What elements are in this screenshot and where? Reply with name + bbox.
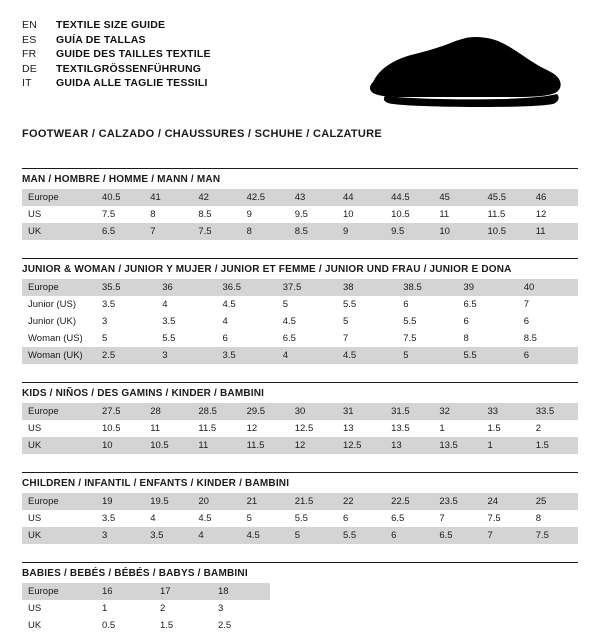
size-row-label: Junior (US) <box>22 296 96 313</box>
table-row <box>22 420 578 437</box>
size-cell: 10 <box>433 223 481 240</box>
size-cell: 5.5 <box>397 313 457 330</box>
size-cell: 27.5 <box>96 403 144 420</box>
size-cell: 19.5 <box>144 493 192 510</box>
size-cell: 33.5 <box>530 403 578 420</box>
size-cell: 21 <box>241 493 289 510</box>
size-cell: 36.5 <box>217 279 277 296</box>
language-code: ES <box>22 33 37 46</box>
size-row-label: Europe <box>22 403 96 420</box>
size-cell: 11 <box>530 223 578 240</box>
size-cell: 4 <box>144 510 192 527</box>
size-cell: 7.5 <box>397 330 457 347</box>
size-cell: 3.5 <box>217 347 277 364</box>
size-cell: 1 <box>96 600 154 617</box>
size-cell: 3 <box>96 313 156 330</box>
size-cell: 10.5 <box>144 437 192 454</box>
size-cell: 8 <box>144 206 192 223</box>
size-table <box>22 493 578 544</box>
table-row <box>22 206 578 223</box>
size-cell: 13.5 <box>385 420 433 437</box>
size-cell: 5 <box>277 296 337 313</box>
size-cell: 3.5 <box>144 527 192 544</box>
size-table <box>22 583 270 634</box>
size-cell: 5 <box>241 510 289 527</box>
size-cell: 31.5 <box>385 403 433 420</box>
language-title: GUIDA ALLE TAGLIE TESSILI <box>56 77 208 89</box>
language-row <box>22 33 211 48</box>
size-cell: 45 <box>433 189 481 206</box>
size-cell: 41 <box>144 189 192 206</box>
size-cell: 6 <box>385 527 433 544</box>
category-heading: FOOTWEAR / CALZADO / CHAUSSURES / SCHUHE / CALZATURE <box>22 128 383 140</box>
size-cell: 6.5 <box>277 330 337 347</box>
size-cell: 6 <box>518 313 578 330</box>
size-cell: 6 <box>217 330 277 347</box>
size-row-label: UK <box>22 527 96 544</box>
size-cell: 2 <box>530 420 578 437</box>
size-cell: 11.5 <box>192 420 240 437</box>
size-cell: 12 <box>530 206 578 223</box>
size-cell: 5 <box>337 313 397 330</box>
size-cell: 7 <box>433 510 481 527</box>
table-row <box>22 403 578 420</box>
table-row <box>22 189 578 206</box>
size-row-label: Europe <box>22 493 96 510</box>
table-row <box>22 279 578 296</box>
table-row <box>22 583 270 600</box>
size-cell: 20 <box>192 493 240 510</box>
size-cell: 12 <box>289 437 337 454</box>
size-cell: 10.5 <box>96 420 144 437</box>
size-section <box>22 562 578 634</box>
size-cell: 31 <box>337 403 385 420</box>
size-row-label: Europe <box>22 189 96 206</box>
size-section <box>22 258 578 364</box>
size-cell: 39 <box>458 279 518 296</box>
table-row <box>22 313 578 330</box>
size-cell: 13 <box>385 437 433 454</box>
size-cell: 45.5 <box>482 189 530 206</box>
size-cell: 23.5 <box>433 493 481 510</box>
size-cell: 7 <box>482 527 530 544</box>
language-row <box>22 18 211 33</box>
size-cell: 6.5 <box>458 296 518 313</box>
size-cell: 3.5 <box>156 313 216 330</box>
size-cell: 2.5 <box>212 617 270 634</box>
size-section <box>22 472 578 544</box>
size-cell: 1 <box>433 420 481 437</box>
size-cell: 32 <box>433 403 481 420</box>
table-row <box>22 330 578 347</box>
size-cell: 10 <box>96 437 144 454</box>
size-cell: 6.5 <box>385 510 433 527</box>
size-cell: 5 <box>397 347 457 364</box>
size-cell: 46 <box>530 189 578 206</box>
size-cell: 1.5 <box>530 437 578 454</box>
size-section <box>22 382 578 454</box>
size-table <box>22 403 578 454</box>
dress-shoe-icon <box>364 32 564 112</box>
size-cell: 6.5 <box>433 527 481 544</box>
size-cell: 5 <box>289 527 337 544</box>
size-cell: 3.5 <box>96 296 156 313</box>
size-cell: 29.5 <box>241 403 289 420</box>
size-cell: 42 <box>192 189 240 206</box>
language-title: GUIDE DES TAILLES TEXTILE <box>56 48 211 60</box>
language-code: FR <box>22 48 37 60</box>
size-cell: 8 <box>458 330 518 347</box>
size-cell: 11.5 <box>482 206 530 223</box>
size-cell: 7.5 <box>192 223 240 240</box>
language-row <box>22 47 211 62</box>
size-cell: 9 <box>241 206 289 223</box>
language-row <box>22 76 211 91</box>
size-cell: 10.5 <box>385 206 433 223</box>
size-cell: 8.5 <box>289 223 337 240</box>
size-cell: 6 <box>458 313 518 330</box>
size-cell: 4.5 <box>241 527 289 544</box>
size-row-label: Europe <box>22 279 96 296</box>
size-cell: 7.5 <box>530 527 578 544</box>
size-cell: 2.5 <box>96 347 156 364</box>
size-cell: 25 <box>530 493 578 510</box>
size-cell: 5.5 <box>337 296 397 313</box>
size-cell: 11 <box>144 420 192 437</box>
language-title-list <box>22 18 211 91</box>
document-header <box>22 18 578 112</box>
size-row-label: Europe <box>22 583 96 600</box>
size-cell: 5.5 <box>289 510 337 527</box>
size-cell: 13 <box>337 420 385 437</box>
size-table <box>22 279 578 364</box>
language-title: TEXTILGRÖSSENFÜHRUNG <box>56 62 202 75</box>
table-row <box>22 296 578 313</box>
size-sections <box>22 168 578 634</box>
size-table <box>22 189 578 240</box>
size-cell: 4.5 <box>192 510 240 527</box>
table-row <box>22 223 578 240</box>
size-section-title: KIDS / NIÑOS / DES GAMINS / KINDER / BAMBINI <box>22 382 578 403</box>
size-cell: 7.5 <box>96 206 144 223</box>
size-cell: 6 <box>518 347 578 364</box>
size-cell: 5.5 <box>458 347 518 364</box>
language-title: TEXTILE SIZE GUIDE <box>56 19 166 31</box>
size-cell: 11.5 <box>241 437 289 454</box>
size-section-title: MAN / HOMBRE / HOMME / MANN / MAN <box>22 168 578 189</box>
size-row-label: Woman (UK) <box>22 347 96 364</box>
size-cell: 42.5 <box>241 189 289 206</box>
size-cell: 28.5 <box>192 403 240 420</box>
language-code: IT <box>22 77 32 89</box>
size-cell: 5.5 <box>156 330 216 347</box>
size-section-title: CHILDREN / INFANTIL / ENFANTS / KINDER / BAMBINI <box>22 472 578 493</box>
size-cell: 3 <box>212 600 270 617</box>
size-cell: 10 <box>337 206 385 223</box>
size-cell: 6 <box>397 296 457 313</box>
size-cell: 4 <box>217 313 277 330</box>
size-row-label: Junior (UK) <box>22 313 96 330</box>
size-cell: 37.5 <box>277 279 337 296</box>
table-row <box>22 617 270 634</box>
size-cell: 4.5 <box>337 347 397 364</box>
size-cell: 9 <box>337 223 385 240</box>
table-row <box>22 493 578 510</box>
size-cell: 35.5 <box>96 279 156 296</box>
size-cell: 3.5 <box>96 510 144 527</box>
size-cell: 2 <box>154 600 212 617</box>
size-cell: 44.5 <box>385 189 433 206</box>
size-cell: 6 <box>337 510 385 527</box>
size-cell: 4 <box>156 296 216 313</box>
language-title: GUÍA DE TALLAS <box>56 33 146 46</box>
size-cell: 33 <box>482 403 530 420</box>
table-row <box>22 437 578 454</box>
size-cell: 38.5 <box>397 279 457 296</box>
size-cell: 43 <box>289 189 337 206</box>
language-code: DE <box>22 62 37 75</box>
size-cell: 3 <box>156 347 216 364</box>
size-cell: 7 <box>518 296 578 313</box>
size-cell: 44 <box>337 189 385 206</box>
size-section-title: JUNIOR & WOMAN / JUNIOR Y MUJER / JUNIOR ET FEMME / JUNIOR UND FRAU / JUNIOR E DONA <box>22 258 578 279</box>
table-row <box>22 510 578 527</box>
size-cell: 12.5 <box>337 437 385 454</box>
size-cell: 4.5 <box>277 313 337 330</box>
size-cell: 12 <box>241 420 289 437</box>
size-cell: 6.5 <box>96 223 144 240</box>
size-cell: 8 <box>530 510 578 527</box>
size-row-label: UK <box>22 617 96 634</box>
size-cell: 11 <box>192 437 240 454</box>
size-cell: 9.5 <box>289 206 337 223</box>
size-cell: 22 <box>337 493 385 510</box>
size-cell: 7 <box>144 223 192 240</box>
size-cell: 16 <box>96 583 154 600</box>
size-cell: 10.5 <box>482 223 530 240</box>
size-cell: 24 <box>482 493 530 510</box>
size-cell: 5 <box>96 330 156 347</box>
size-cell: 4.5 <box>217 296 277 313</box>
size-cell: 19 <box>96 493 144 510</box>
size-row-label: US <box>22 510 96 527</box>
size-cell: 17 <box>154 583 212 600</box>
size-section-title: BABIES / BEBÉS / BÉBÉS / BABYS / BAMBINI <box>22 562 578 583</box>
size-cell: 40.5 <box>96 189 144 206</box>
size-cell: 21.5 <box>289 493 337 510</box>
size-cell: 0.5 <box>96 617 154 634</box>
size-cell: 3 <box>96 527 144 544</box>
size-cell: 1 <box>482 437 530 454</box>
size-cell: 8.5 <box>192 206 240 223</box>
table-row <box>22 347 578 364</box>
size-cell: 22.5 <box>385 493 433 510</box>
size-cell: 8 <box>241 223 289 240</box>
size-cell: 7 <box>337 330 397 347</box>
table-row <box>22 527 578 544</box>
language-row <box>22 62 211 77</box>
size-row-label: UK <box>22 437 96 454</box>
size-cell: 8.5 <box>518 330 578 347</box>
size-cell: 28 <box>144 403 192 420</box>
size-cell: 13.5 <box>433 437 481 454</box>
size-cell: 5.5 <box>337 527 385 544</box>
size-row-label: US <box>22 420 96 437</box>
size-row-label: UK <box>22 223 96 240</box>
size-cell: 36 <box>156 279 216 296</box>
size-cell: 4 <box>277 347 337 364</box>
size-section <box>22 168 578 240</box>
language-code: EN <box>22 19 37 31</box>
language-title-body <box>22 18 211 91</box>
size-cell: 1.5 <box>482 420 530 437</box>
size-cell: 4 <box>192 527 240 544</box>
size-row-label: US <box>22 600 96 617</box>
size-row-label: Woman (US) <box>22 330 96 347</box>
size-cell: 11 <box>433 206 481 223</box>
size-cell: 40 <box>518 279 578 296</box>
size-cell: 12.5 <box>289 420 337 437</box>
size-cell: 9.5 <box>385 223 433 240</box>
table-row <box>22 600 270 617</box>
size-cell: 7.5 <box>482 510 530 527</box>
size-cell: 1.5 <box>154 617 212 634</box>
size-cell: 38 <box>337 279 397 296</box>
size-row-label: US <box>22 206 96 223</box>
size-cell: 30 <box>289 403 337 420</box>
size-cell: 18 <box>212 583 270 600</box>
